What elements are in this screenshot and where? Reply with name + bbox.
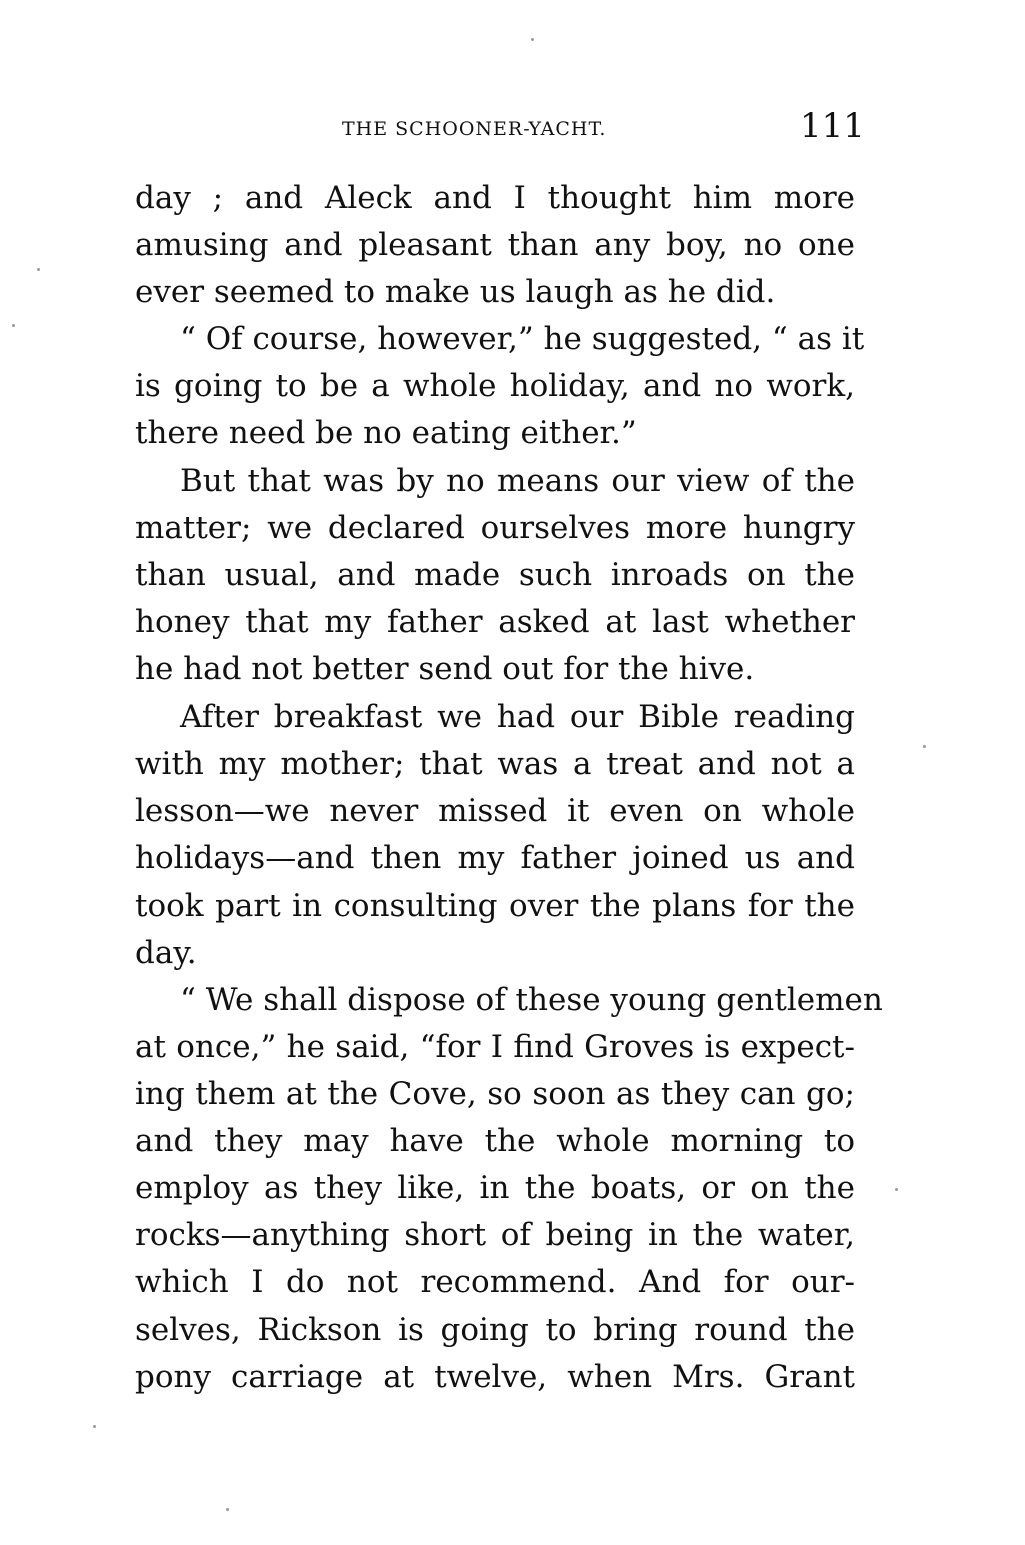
text-line: is going to be a whole holiday, and no work, [135,368,855,404]
text-line: day ; and Aleck and I thought him more [135,180,855,216]
text-line: took part in consulting over the plans for the [135,888,855,924]
text-line: holidays—and then my father joined us and [135,840,855,876]
text-line: “ Of course, however,” he suggested, “ as it [180,321,865,357]
scan-speck [12,324,15,327]
text-line: selves, Rickson is going to bring round the [135,1312,855,1348]
text-line: ever seemed to make us laugh as he did. [135,274,776,310]
text-line: But that was by no means our view of the [180,463,855,499]
running-title: THE SCHOONER-YACHT. [342,118,607,140]
text-line: day. [135,935,197,971]
text-line: there need be no eating either.” [135,415,637,451]
text-line: and they may have the whole morning to [135,1123,855,1159]
text-line: at once,” he said, “for I find Groves is expect- [135,1029,855,1065]
text-line: honey that my father asked at last whether [135,604,855,640]
scan-speck [37,268,40,271]
scan-speck [895,1188,898,1191]
text-line: employ as they like, in the boats, or on the [135,1170,855,1206]
scan-speck [531,38,534,41]
scan-speck [93,1425,96,1428]
text-line: After breakfast we had our Bible reading [180,699,855,735]
scan-speck [923,745,926,748]
text-line: amusing and pleasant than any boy, no one [135,227,855,263]
scan-speck [226,1508,229,1511]
text-line: than usual, and made such inroads on the [135,557,855,593]
text-line: he had not better send out for the hive. [135,651,755,687]
text-line: which I do not recommend. And for our- [135,1264,855,1300]
text-line: with my mother; that was a treat and not a [135,746,855,782]
text-line: rocks—anything short of being in the water, [135,1217,855,1253]
text-line: pony carriage at twelve, when Mrs. Grant [135,1359,855,1395]
text-line: matter; we declared ourselves more hungry [135,510,855,546]
text-line: “ We shall dispose of these young gentlemen [180,982,883,1018]
page-number: 111 [800,106,865,146]
text-line: ing them at the Cove, so soon as they can go; [135,1076,855,1112]
text-line: lesson—we never missed it even on whole [135,793,855,829]
